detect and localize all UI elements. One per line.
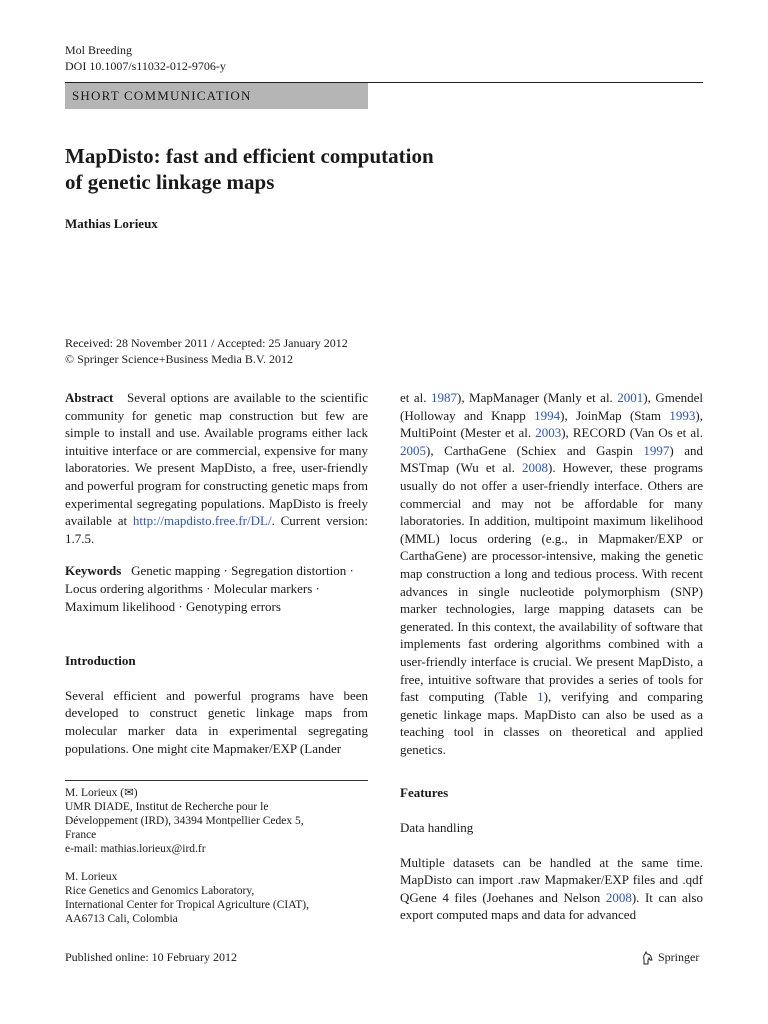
text-span: Multiple datasets can be handled at the same time. MapDisto can import .raw Mapmaker/EXP files and .qdf QGene 4 files (Joehanes and Nelson	[400, 854, 703, 905]
text-span: ), verifying and comparing genetic linkage maps. MapDisto can also be used as a teaching tool in classes on theoretical and applied genetics.	[400, 689, 704, 757]
citation-link[interactable]: 2003	[535, 425, 562, 441]
publisher-name: Springer	[658, 950, 700, 964]
affiliations	[65, 786, 368, 926]
affiliation-2-name: M. Lorieux	[65, 871, 118, 883]
text-span: ). However, these programs usually do not offer a user-friendly interface. Others are commercial and may not be affordable for many laboratories. In addition, multipoint maximum likelihood (MML) locus ordering (e.g., in Mapmaker/EXP or CarthaGene) are processor-intensive, making the genetic map construction a long and tedious process. With recent advances in single nucleotide polymorphism (SNP) marker technologies, large mapping datasets can be generated. In this context, the availability of software that implements fast ordering algorithms combined with a user-friendly interface is crucial. We present MapDisto, a free, intuitive software that provides a series of tools for fast computing (Table	[400, 460, 703, 705]
affiliation-2-line3: AA6713 Cali, Colombia	[65, 913, 178, 925]
left-column	[65, 389, 368, 757]
journal-doi: DOI 10.1007/s11032-012-9706-y	[65, 58, 226, 73]
text-span: ), MultiPoint (Mester et al.	[400, 407, 703, 441]
text-span: ), Gmendel (Holloway and Knapp	[400, 390, 704, 423]
abstract-label: Abstract	[65, 390, 114, 405]
author-name: Mathias Lorieux	[65, 216, 158, 231]
affiliation-email[interactable]: e-mail: mathias.lorieux@ird.fr	[65, 843, 206, 855]
section-label: SHORT COMMUNICATION	[65, 83, 368, 109]
title-line-1: MapDisto: fast and efficient computation	[65, 144, 434, 168]
citation-link[interactable]: 2001	[617, 390, 644, 405]
citation-link[interactable]: 2008	[605, 889, 632, 905]
affiliation-2-line2: International Center for Tropical Agriculture (CIAT),	[65, 899, 309, 911]
springer-horse-icon	[641, 951, 654, 965]
features-heading: Features	[400, 785, 449, 801]
text-span: ), MapManager (Manly et al.	[456, 390, 618, 405]
data-handling-paragraph	[400, 854, 703, 924]
keywords-label: Keywords	[65, 563, 122, 579]
text-span: ). It can also export computed maps and data for advanced	[400, 889, 703, 923]
title-line-2: of genetic linkage maps	[65, 170, 275, 194]
introduction-heading: Introduction	[65, 653, 136, 669]
article-dates	[65, 336, 348, 367]
citation-link[interactable]: 1994	[534, 407, 561, 423]
affiliation-1-line1: UMR DIADE, Institut de Recherche pour le	[65, 801, 269, 813]
citation-link[interactable]: 1987	[430, 390, 457, 405]
text-span: ), CarthaGene (Schiex and Gaspin	[426, 442, 644, 458]
journal-header	[65, 43, 226, 74]
published-online: Published online: 10 February 2012	[65, 950, 237, 964]
abstract-version: . Current version: 1.7.5.	[65, 513, 369, 546]
data-handling-subheading: Data handling	[400, 820, 474, 836]
right-column	[400, 389, 703, 924]
text-span: et al.	[400, 390, 431, 405]
text-span: ), RECORD (Van Os et al.	[561, 425, 703, 441]
intro-continued-paragraph	[400, 389, 703, 758]
abstract	[65, 389, 368, 547]
citation-link[interactable]: 2005	[400, 442, 426, 458]
abstract-text: Several options are available to the scientific community for genetic map construction but few are simple to install and use. Available programs either lack intuitive interface or are commercial, expensive for many laboratories. We present MapDisto, a free, user-friendly and powerful program for constructing genetic maps from experimental segregating populations. MapDisto is freely available at	[65, 390, 368, 529]
keywords-text: Genetic mapping · Segregation distortion · Locus ordering algorithms · Molecular markers · Maximum likelihood · Genotyping errors	[65, 563, 354, 614]
citation-link[interactable]: 1997	[643, 442, 670, 458]
copyright-line: © Springer Science+Business Media B.V. 2012	[65, 351, 293, 366]
received-accepted: Received: 28 November 2011 / Accepted: 25 January 2012	[65, 336, 348, 350]
affiliation-1-line3: France	[65, 829, 97, 841]
affiliation-2-line1: Rice Genetics and Genomics Laboratory,	[65, 885, 255, 897]
affiliation-1-name: M. Lorieux (✉)	[65, 787, 138, 799]
introduction-paragraph: Several efficient and powerful programs have been developed to construct genetic linkage maps from molecular marker data in experimental segregating populations. One might cite Mapmaker/EXP (Lander	[65, 687, 368, 756]
keywords	[65, 562, 368, 615]
springer-logo	[641, 950, 699, 965]
text-span: ), JoinMap (Stam	[560, 407, 670, 423]
mapdisto-url-link[interactable]: http://mapdisto.free.fr/DL/	[132, 513, 272, 529]
article-title	[65, 143, 535, 195]
text-span: ) and MSTmap (Wu et al.	[400, 442, 703, 476]
journal-name: Mol Breeding	[65, 43, 132, 57]
affiliation-1-line2: Développement (IRD), 34394 Montpellier Cedex 5,	[65, 815, 304, 827]
table-link[interactable]: 1	[537, 689, 544, 705]
citation-link[interactable]: 1993	[669, 407, 696, 423]
footnote-rule	[65, 780, 368, 781]
citation-link[interactable]: 2008	[522, 460, 548, 476]
